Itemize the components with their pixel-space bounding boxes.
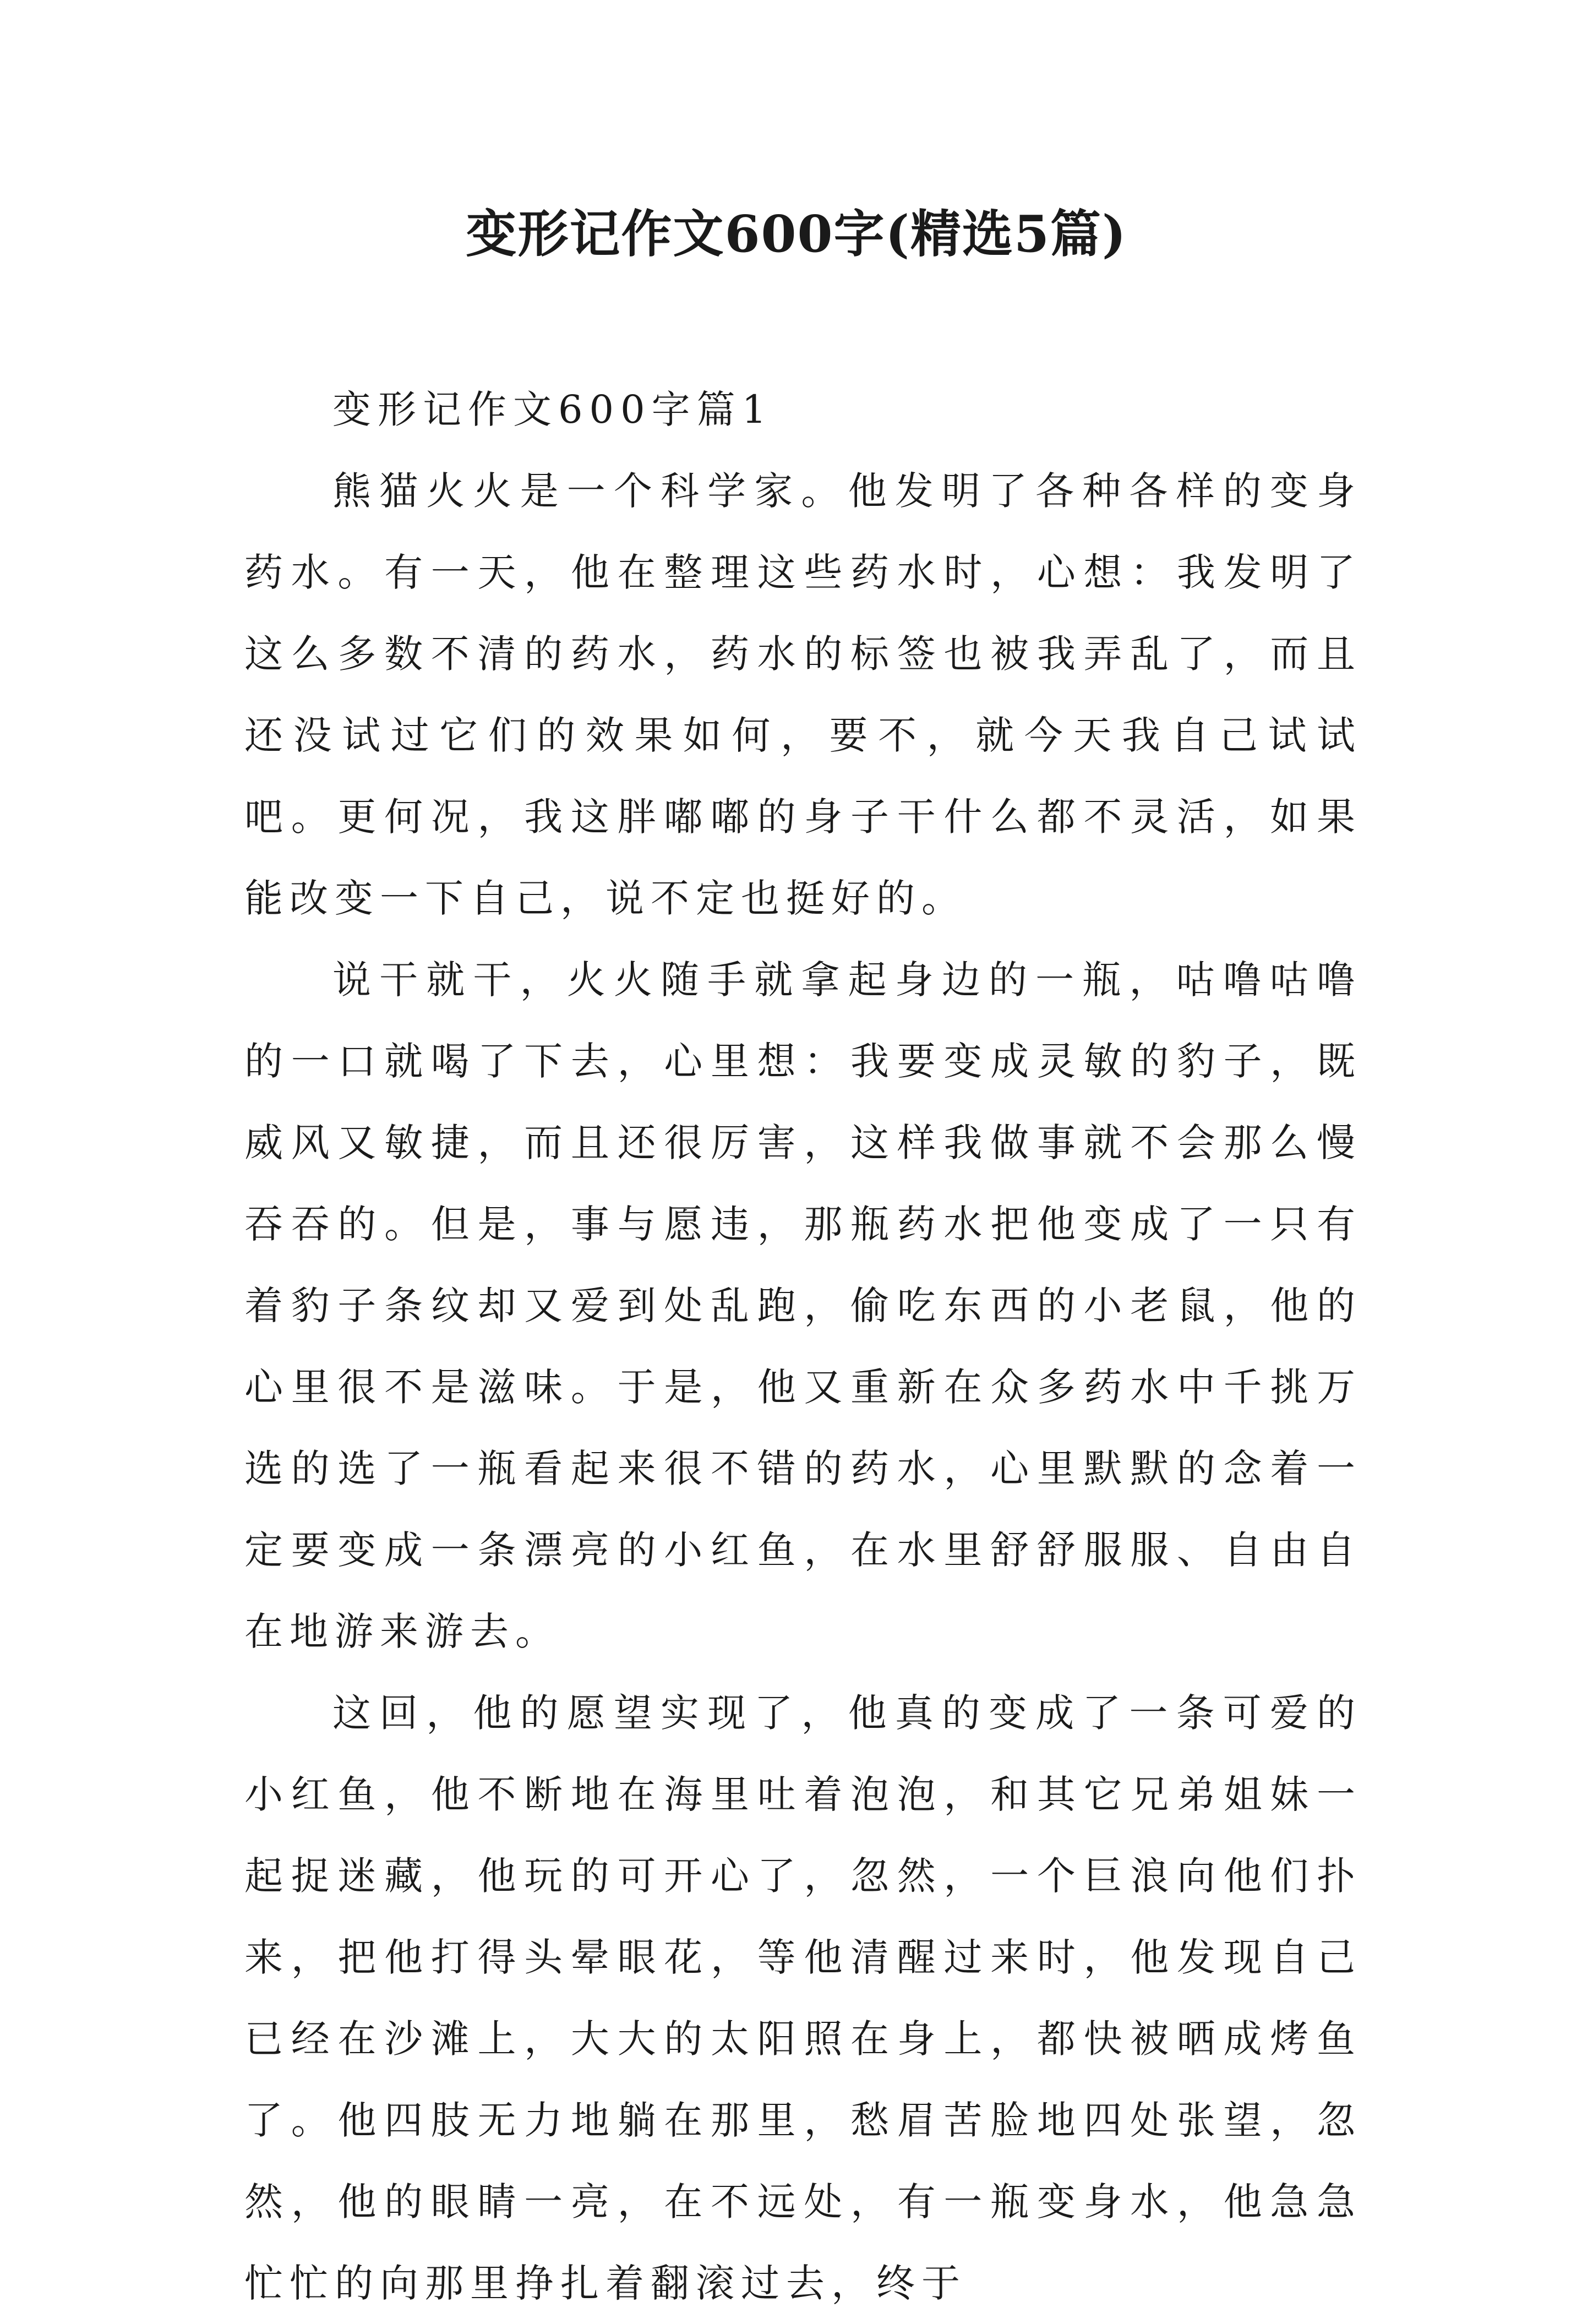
paragraph-1: 熊猫火火是一个科学家。他发明了各种各样的变身药水。有一天，他在整理这些药水时，心想：我发明了这么多数不清的药水，药水的标签也被我弄乱了，而且还没试过它们的效果如何，要不，就今天我自己试试吧。更何况，我这胖嘟嘟的身子干什么都不灵活，如果能改变一下自己，说不定也挺好的。: [244, 468, 1362, 921]
section-heading: 变形记作文600字篇1: [332, 387, 773, 432]
document-title: 变形记作文600字(精选5篇): [466, 204, 1127, 264]
paragraph-2: 说干就干，火火随手就拿起身边的一瓶，咕噜咕噜的一口就喝了下去，心里想：我要变成灵敏的豹子，既威风又敏捷，而且还很厉害，这样我做事就不会那么慢吞吞的。但是，事与愿违，那瓶药水把他变成了一只有着豹子条纹却又爱到处乱跑，偷吃东西的小老鼠，他的心里很不是滋味。于是，他又重新在众多药水中千挑万选的选了一瓶看起来很不错的药水，心里默默的念着一定要变成一条漂亮的小红鱼，在水里舒舒服服、自由自在地游来游去。: [244, 957, 1362, 1654]
paragraph-3: 这回，他的愿望实现了，他真的变成了一条可爱的小红鱼，他不断地在海里吐着泡泡，和其它兄弟姐妹一起捉迷藏，他玩的可开心了，忽然，一个巨浪向他们扑来，把他打得头晕眼花，等他清醒过来时，他发现自己已经在沙滩上，大大的太阳照在身上，都快被晒成烤鱼了。他四肢无力地躺在那里，愁眉苦脸地四处张望，忽然，他的眼睛一亮，在不远处，有一瓶变身水，他急急忙忙的向那里挣扎着翻滚过去，终于: [244, 1690, 1362, 2306]
document-body: [244, 369, 1362, 2324]
